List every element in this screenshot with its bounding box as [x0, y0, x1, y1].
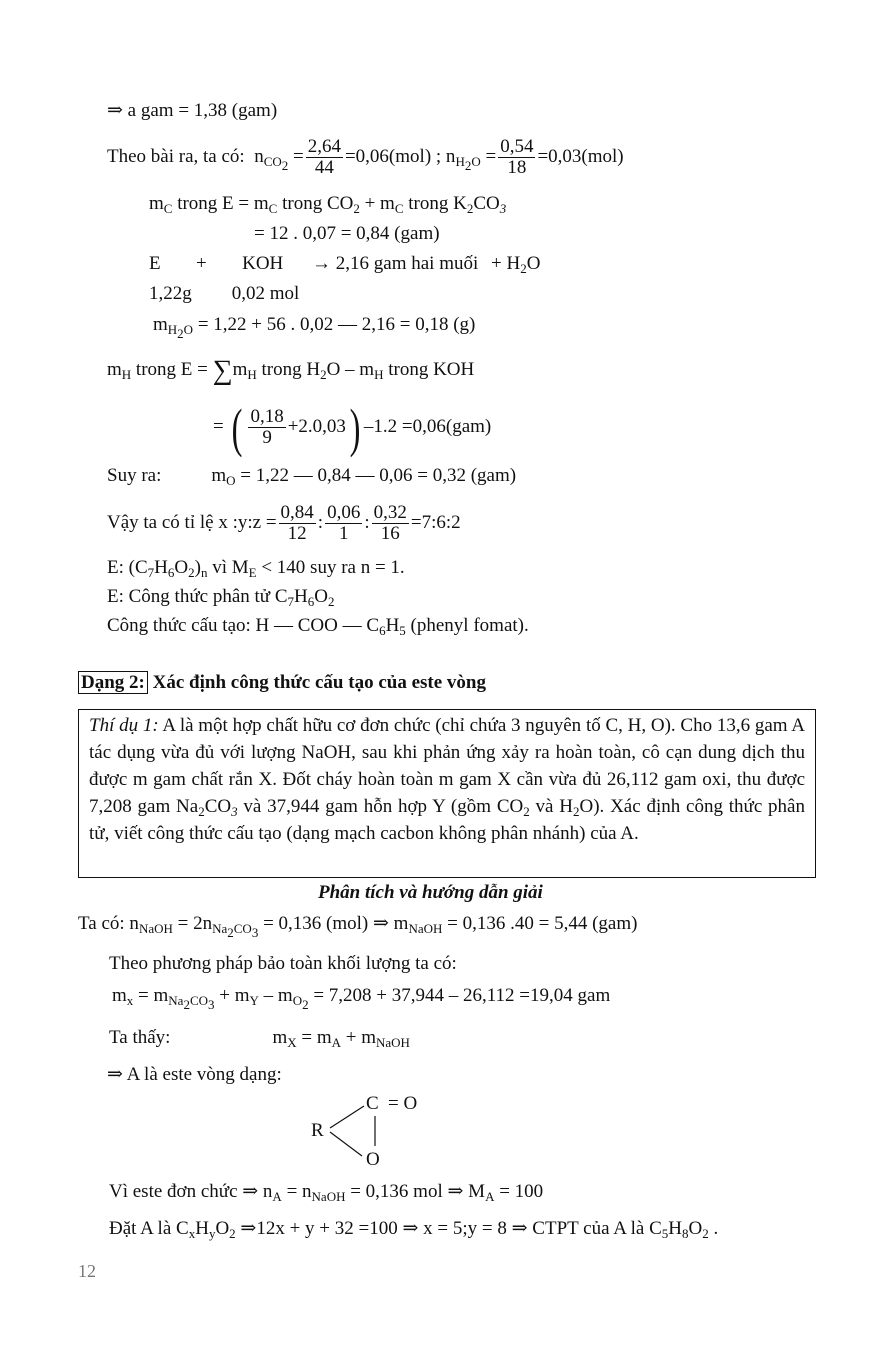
line-e-formula: E: $(C_7H_6O_2)_n$ vì $M_E < 140$ suy ra n = 1.: [107, 557, 405, 580]
line-mh-calc: = ( $\frac{0,18}{9}$ +2.0,03) –1.2 =0,06(gam): [213, 397, 492, 458]
cyclic-ester-structure: [300, 1088, 440, 1174]
line-mc-value: = 12 . 0,07 = 0,84 (gam): [254, 223, 440, 244]
line-molecular-formula: E: Công thức phân tử $C_7H_6O_2$: [107, 586, 335, 609]
section-label: Dạng 2:: [78, 671, 148, 694]
line-reaction: E + KOH → 2,16 gam hai muối + $H_2O$: [149, 253, 541, 276]
line-mh-in-e: $m_H$ trong $E = \sum m_H$ trong $H_2O - m_H$ trong KOH: [107, 355, 475, 386]
line-observation: Ta thấy: $m_X = m_A + m_{NaOH}$: [109, 1027, 410, 1050]
example-text: Thí dụ 1: A là một hợp chất hữu cơ đơn chức (chỉ chứa 3 nguyên tố C, H, O). Cho 13,6 gam A tác dụng vừa đủ với lượng NaOH, sau khi phản ứng xảy ra hoàn toàn, cô cạn dung dịch thu được m gam chất rắn X. Đốt cháy hoàn toàn m gam X cần vừa đủ 26,112 gam oxi, thu được 7,208 gam $Na_2CO_3$ và 37,944 gam hỗn hợp Y (gồm $CO_2$ và $H_2O$). Xác định công thức phân tử, viết công thức cấu tạo (dạng mạch cacbon không phân nhánh) của A.: [89, 715, 805, 844]
page-number: 12: [78, 1261, 96, 1281]
line-structural-formula: Công thức cấu tạo: H — COO — $C_6H_5$ (phenyl fomat).: [107, 615, 529, 638]
line-masses: 1,22g 0,02 mol: [149, 283, 300, 304]
line-mc-in-e: $m_C$ trong $E = m_C$ trong $CO_2 + m_C$ trong $K_2CO_3$: [149, 193, 507, 216]
line-mo: Suy ra: $m_O = 1,22$ — 0,84 — 0,06 = 0,32 (gam): [107, 465, 517, 488]
line-n-naoh: Ta có: $n_{NaOH} = 2n_{Na_2CO_3} = 0,136$ (mol) ⇒ $m_{NaOH} = 0,136$ .40 = 5,44 (gam): [78, 913, 638, 940]
line-molar-mass: Vì este đơn chức ⇒ $n_A = n_{NaOH} = 0,136$ mol ⇒ $M_A = 100$: [109, 1181, 544, 1204]
line-mh2o: $m_{H_2O} = 1,22 + 56$ . 0,02 — 2,16 = 0,18 (g): [153, 314, 476, 341]
line-mass-conservation: Theo phương pháp bảo toàn khối lượng ta có:: [109, 953, 457, 974]
line-ctpt: Đặt A là $C_xH_yO_2$ ⇒12x + y + 32 =100 ⇒ x = 5;y = 8 ⇒ CTPT của A là $C_5H_8O_2$ .: [109, 1218, 719, 1241]
line-mx-calc: $m_x = m_{Na_2CO_3} + m_Y - m_{O_2} = 7,208 + 37,944 - 26,112 =19,04$ gam: [112, 985, 611, 1012]
line-a-gam: ⇒ a gam = 1,38 (gam): [107, 100, 278, 121]
structure-carbonyl-o: = O: [388, 1093, 418, 1114]
line-moles: Theo bài ra, ta có: $n_{CO_2}$ = $\frac{2,64}{44}$ =0,06(mol) ; $n_{H_2O}$ = $\frac{0,54}{18}$ =0,03(mol): [107, 136, 624, 179]
section-heading-dang-2: Dạng 2: Xác định công thức cấu tạo của este vòng: [78, 671, 486, 695]
structure-c: C: [366, 1093, 379, 1114]
line-cyclic-ester: ⇒ A là este vòng dạng:: [107, 1064, 282, 1085]
structure-ring-o: O: [366, 1149, 380, 1170]
structure-r: R: [311, 1120, 324, 1141]
analysis-heading: Phân tích và hướng dẫn giải: [318, 882, 543, 903]
line-ratio: Vậy ta có tỉ lệ x :y:z = $\frac{0,84}{12}$ : $\frac{0,06}{1}$ : $\frac{0,32}{16}$ =7:6:2: [107, 502, 461, 545]
